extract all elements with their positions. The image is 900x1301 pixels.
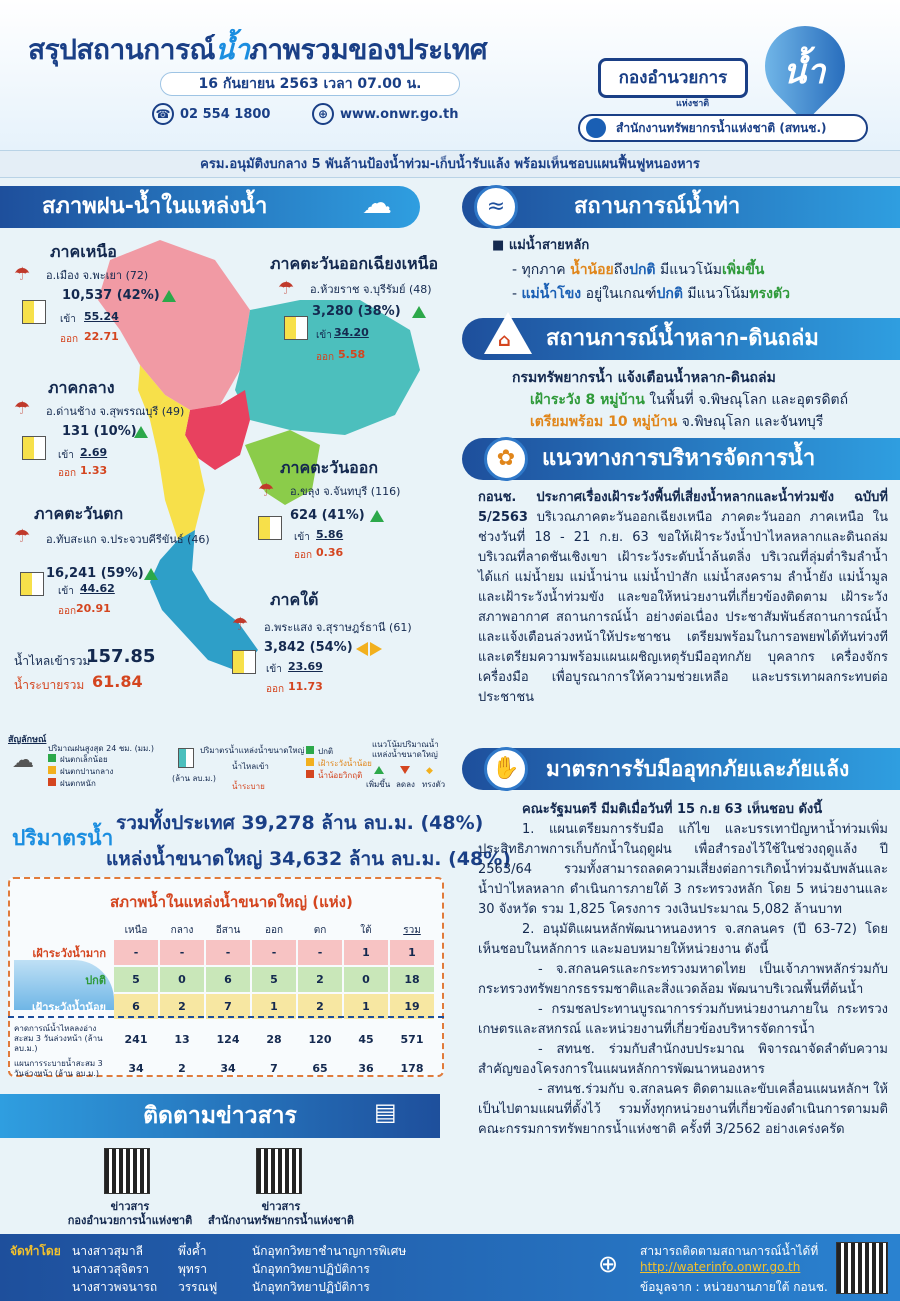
table-cell: 34 xyxy=(128,1062,144,1075)
qr-caption-onwr xyxy=(196,1200,366,1228)
runoff-main-label: แม่น้ำสายหลัก xyxy=(508,238,590,253)
region-west-inflow: 44.62 xyxy=(80,582,115,595)
table-divider xyxy=(8,1016,444,1018)
map-legend xyxy=(8,732,448,800)
inflow-label: เข้า xyxy=(294,532,310,543)
landslide-line-3 xyxy=(530,412,823,432)
phone-contact: ☎ 02 554 1800 xyxy=(152,103,270,125)
table-cell: 5 xyxy=(252,967,296,992)
data-source: ข้อมูลจาก : หน่วยงานภายใต้ กอนช. xyxy=(640,1280,828,1294)
measures-lead: คณะรัฐมนตรี มีมติเมื่อวันที่ 15 ก.ย 63 เห็นชอบ ดังนี้ xyxy=(522,802,823,817)
total-inflow-label: น้ำไหลเข้ารวม xyxy=(14,654,91,668)
region-northeast-inflow: 34.20 xyxy=(334,326,369,339)
legend-dam-unit: (ล้าน ลบ.ม.) xyxy=(172,774,216,783)
website-link[interactable]: ⊕ www.onwr.go.th xyxy=(312,103,458,125)
text: เฝ้าระวัง 8 หมู่บ้าน xyxy=(530,392,645,408)
inflow-label: เข้า xyxy=(58,586,74,597)
qr-code-onwr[interactable] xyxy=(256,1148,302,1194)
footer xyxy=(0,1234,900,1301)
qr-code-waterinfo[interactable] xyxy=(836,1242,888,1294)
trend-up-icon xyxy=(134,426,148,438)
table-cell: 18 xyxy=(390,967,434,992)
capacity-label: ปริมาตรน้ำ xyxy=(12,826,114,850)
table-cell: 34 xyxy=(220,1062,236,1075)
text: เตรียมพร้อม 10 หมู่บ้าน xyxy=(530,414,678,430)
region-south-location: อ.พระแสง จ.สุราษฎร์ธานี (61) xyxy=(264,621,412,634)
region-east-inflow: 5.86 xyxy=(316,528,344,541)
agency-name: สำนักงานทรัพยากรน้ำแห่งชาติ (สทนช.) xyxy=(578,114,868,142)
newspaper-icon: ▤ xyxy=(374,1098,397,1126)
region-central-volume: 131 (10%) xyxy=(62,424,137,439)
trend-up-icon xyxy=(370,510,384,522)
dam-icon xyxy=(258,516,282,540)
text: ปกติ xyxy=(656,286,683,302)
table-row xyxy=(14,1056,434,1081)
table-cell: 28 xyxy=(266,1032,282,1046)
rain-cloud-icon: ☂ xyxy=(258,480,275,501)
measures-item-5: - สทนช. ร่วมกับสำนักงบประมาณ พิจารณาจัดลำดับความสำคัญของโครงการในแผนหลักการพัฒนาหนองหาร xyxy=(478,1042,888,1077)
legend-low: เฝ้าระวังน้ำน้อย xyxy=(318,759,372,768)
outflow-label: ออก xyxy=(316,352,335,363)
legend-rain-icon: ☁ xyxy=(12,748,34,773)
text: จ.พิษณุโลก และจันทบุรี xyxy=(677,414,824,430)
row-label: แผนการระบายน้ำสะสม 3 วันล่วงหน้า (ล้าน ลบ.ม.) xyxy=(14,1058,103,1078)
region-south-inflow: 23.69 xyxy=(288,660,323,673)
text: แม่น้ำโขง xyxy=(521,286,582,302)
table-cell: 0 xyxy=(160,967,204,992)
logo-text: กองอำนวยการ xyxy=(598,58,748,98)
table-cell: 65 xyxy=(312,1062,328,1075)
text: มีแนวโน้ม xyxy=(655,262,722,278)
region-north-location: อ.เมือง จ.พะเยา (72) xyxy=(46,269,149,282)
table-cell: 1 xyxy=(344,994,388,1019)
inflow-label: เข้า xyxy=(316,330,332,341)
runoff-line-1 xyxy=(512,260,764,280)
region-east-location: อ.ขลุง จ.จันทบุรี (116) xyxy=(290,485,401,498)
author-2-role: นักอุทกวิทยาปฏิบัติการ xyxy=(252,1262,370,1276)
region-north-volume: 10,537 (42%) xyxy=(62,288,160,303)
table-cell: 120 xyxy=(308,1032,332,1046)
col-header: รวม xyxy=(403,924,421,936)
page-title: สรุปสถานการณ์น้ำภาพรวมของประเทศ xyxy=(28,33,488,66)
legend-trend-steady: ทรงตัว xyxy=(422,780,446,789)
follow-text: สามารถติดตามสถานการณ์น้ำได้ที่ xyxy=(640,1244,819,1258)
text: น้ำน้อย xyxy=(570,262,614,278)
region-northeast-outflow: 5.58 xyxy=(338,348,366,361)
legend-trend-up: เพิ่มขึ้น xyxy=(366,780,391,789)
wave-icon: ≈ xyxy=(474,185,518,229)
region-east-volume: 624 (41%) xyxy=(290,508,365,523)
trend-up-icon xyxy=(412,306,426,318)
outflow-label: ออก xyxy=(294,550,313,561)
table-cell: 7 xyxy=(270,1062,278,1075)
region-south-title: ภาคใต้ xyxy=(270,590,319,609)
measures-item-1: 1. แผนเตรียมการรับมือ แก้ไข และบรรเทาปัญหาน้ำท่วมเพิ่มประสิทธิภาพการเก็บกักน้ำในฤดูฝน เพื่อสำรองไว้ใช้ในช่วงฤดูแล้ง ปี 2563/64 รวมทั้งสามารถลดความเสี่ยงต่อการเกิดน้ำท่วมฉับพลันและน้ำป่าไหลหลาก ดำเนินการภายใต้ 3 กระทรวงหลัก โดย 5 หน่วยงานและ 30 จังหวัด รวม 1,825 โครงการ วงเงินประมาณ 5,082 ล้านบาท xyxy=(478,822,888,917)
trend-up-icon xyxy=(162,290,176,302)
table-cell: 6 xyxy=(206,967,250,992)
landslide-line-1: กรมทรัพยากรน้ำ แจ้งเตือนน้ำหลาก-ดินถล่ม xyxy=(512,370,776,386)
rain-section-title: สภาพฝน-น้ำในแหล่งน้ำ xyxy=(0,186,420,228)
author-2-surname: พุทรา xyxy=(178,1262,208,1276)
author-1-role: นักอุทกวิทยาชำนาญการพิเศษ xyxy=(252,1244,407,1258)
table-cell: 571 xyxy=(400,1032,424,1046)
measures-item-4: - กรมชลประทานบูรณาการร่วมกับหน่วยงานภายใน กระทรวงเกษตรและสหกรณ์ และหน่วยงานที่เกี่ยวข้องบริหารจัดการน้ำ xyxy=(478,1002,888,1037)
col-header: อีสาน xyxy=(215,924,241,936)
legend-normal-swatch xyxy=(306,746,314,754)
legend-trend-title: แนวโน้มปริมาณน้ำ แหล่งน้ำขนาดใหญ่ xyxy=(372,740,439,759)
outflow-label: ออก xyxy=(60,334,79,345)
table-cell: 124 xyxy=(216,1032,240,1046)
legend-low-swatch xyxy=(306,758,314,766)
text: ถึง xyxy=(613,262,630,278)
phone-icon: ☎ xyxy=(152,103,174,125)
legend-inflow: น้ำไหลเข้า xyxy=(232,762,269,771)
text: เพิ่มขึ้น xyxy=(721,262,765,278)
text: บริเวณภาคตะวันออกเฉียงเหนือ ภาคตะวันออก ภาคเหนือ ในช่วงวันที่ 18 - 21 ก.ย. 63 ขอให้เฝ้าระวังน้ำป่าไหลหลากและดินถล่ม บริเวณที่ลาดชันเชิงเขา เฝ้าระวังระดับน้ำล้นตลิ่ง บริเวณที่ลุ่มต่ำริมลำน้ำ ได้แก่ แม่น้ำยม แม่น้ำน่าน แม่น้ำป่าสัก แม่น้ำสงคราม ลำน้ำยัง แม่น้ำมูล และเฝ้าระวังน้ำท่วมขัง และขอให้หน่วยงานที่เกี่ยวข้องติดตาม เฝ้าระวัง สภาพอากาศ สถานการณ์น้ำ อย่างต่อเนื่อง ประชาสัมพันธ์สถานการณ์น้ำและแจ้งเตือนล่วงหน้าให้ประชาชน เตรียมพร้อมในการอพยพได้ทันท่วงที และเตรียมความพร้อมแผนเผชิญเหตุรับมืออุทกภัย บุคลากร เครื่องจักรเครื่องมือ เพื่อบูรณาการให้ความช่วยเหลือ และบรรเทาผลกระทบต่อประชาชน xyxy=(478,510,888,705)
row-label: เฝ้าระวังน้ำมาก xyxy=(32,946,106,960)
capacity-total: รวมทั้งประเทศ 39,278 ล้าน ลบ.ม. (48%) xyxy=(116,812,484,834)
author-2-name: นางสาวสุจิตรา xyxy=(72,1262,149,1276)
map-northeast xyxy=(235,300,420,435)
total-outflow-value: 61.84 xyxy=(92,672,143,691)
table-cell: 7 xyxy=(206,994,250,1019)
qr-caption-onwc xyxy=(60,1200,200,1228)
text: ทรงตัว xyxy=(749,286,790,302)
author-3-surname: วรรณฟู xyxy=(178,1280,218,1294)
dam-icon xyxy=(22,300,46,324)
table-cell: 45 xyxy=(358,1032,374,1046)
region-north-title: ภาคเหนือ xyxy=(50,242,117,261)
row-label: คาดการณ์น้ำไหลลงอ่างสะสม 3 วันล่วงหน้า (ล้าน ลบ.ม.) xyxy=(14,1024,103,1053)
legend-dam-label: ปริมาตรน้ำแหล่งน้ำขนาดใหญ่ xyxy=(200,746,305,755)
water-management-icon: ✿ xyxy=(484,437,528,481)
region-northeast-volume: 3,280 (38%) xyxy=(312,304,401,319)
reservoir-table-title: สภาพน้ำในแหล่งน้ำขนาดใหญ่ (แห่ง) xyxy=(110,893,353,911)
reservoir-forecast-table xyxy=(12,1022,436,1083)
table-cell: 5 xyxy=(114,967,158,992)
table-cell: - xyxy=(252,940,296,965)
text: ปกติ xyxy=(629,262,656,278)
region-east-title: ภาคตะวันออก xyxy=(280,458,379,477)
handshake-icon: ✋ xyxy=(484,747,528,791)
waterinfo-link[interactable]: http://waterinfo.onwr.go.th xyxy=(640,1260,801,1274)
author-3-role: นักอุทกวิทยาปฏิบัติการ xyxy=(252,1280,370,1294)
legend-outflow: น้ำระบาย xyxy=(232,782,265,791)
trend-steady-icon xyxy=(356,642,382,656)
legend-heavy-rain-swatch xyxy=(48,778,56,786)
globe-icon: ⊕ xyxy=(312,103,334,125)
region-west-volume: 16,241 (59%) xyxy=(46,566,144,581)
legend-moderate-rain-swatch xyxy=(48,766,56,774)
legend-trend-down: ลดลง xyxy=(396,780,415,789)
legend-light-rain-swatch xyxy=(48,754,56,762)
reservoir-status-table xyxy=(12,920,436,1021)
measures-item-6: - สทนช.ร่วมกับ จ.สกลนคร ติดตามและขับเคลื่อนแผนหลักฯ ให้เป็นไปตามแผนที่ตั้งไว้ รวมทั้งทุกหน่วยงานที่เกี่ยวข้องดำเนินการตามมติคณะกรรมการทรัพยากรน้ำแห่งชาติ ครั้งที่ 3/2562 อย่างเคร่งครัด xyxy=(478,1082,888,1137)
qr-caption-line: สำนักงานทรัพยากรน้ำแห่งชาติ xyxy=(208,1214,354,1227)
region-west-outflow: 20.91 xyxy=(76,602,111,615)
table-cell: 2 xyxy=(298,967,342,992)
legend-trend-up-icon xyxy=(374,766,384,774)
table-cell: - xyxy=(114,940,158,965)
table-cell: 1 xyxy=(252,994,296,1019)
region-central-outflow: 1.33 xyxy=(80,464,108,477)
col-header: ตก xyxy=(313,924,327,936)
outflow-label: ออก xyxy=(58,468,77,479)
region-northeast-title: ภาคตะวันออกเฉียงเหนือ xyxy=(270,254,439,273)
inflow-label: เข้า xyxy=(58,450,74,461)
table-cell: 0 xyxy=(344,967,388,992)
row-label: เฝ้าระวังน้ำน้อย xyxy=(31,1000,106,1014)
table-cell: 2 xyxy=(298,994,342,1019)
rain-cloud-icon: ☂ xyxy=(278,278,295,299)
text: อยู่ในเกณฑ์ xyxy=(581,286,657,302)
legend-rain-label: ปริมาณฝนสูงสุด 24 ชม. (มม.) xyxy=(48,744,154,753)
dam-icon xyxy=(284,316,308,340)
col-header: ใต้ xyxy=(360,924,372,936)
measures-title: มาตรการรับมืออุทกภัยและภัยแล้ง xyxy=(546,757,850,781)
header-spacer xyxy=(14,922,112,938)
rain-cloud-icon: ☂ xyxy=(232,614,249,635)
legend-moderate-rain: ฝนตกปานกลาง xyxy=(60,767,114,776)
qr-code-onwc[interactable] xyxy=(104,1148,150,1194)
text: - xyxy=(512,286,522,302)
table-cell: - xyxy=(160,940,204,965)
runoff-main-rivers: ■ แม่น้ำสายหลัก xyxy=(492,238,590,253)
qr-caption-line: ข่าวสาร xyxy=(261,1200,301,1213)
inflow-label: เข้า xyxy=(60,314,76,325)
table-row xyxy=(14,940,434,965)
col-header: กลาง xyxy=(170,924,194,936)
table-row xyxy=(14,967,434,992)
table-cell: 19 xyxy=(390,994,434,1019)
measures-item-3: - จ.สกลนครและกระทรวงมหาดไทย เป็นเจ้าภาพหลักร่วมกับกระทรวงทรัพยากรธรรมชาติและสิ่งแวดล้อม พัฒนาบริเวณพื้นที่ต้นน้ำ xyxy=(478,962,888,997)
text: - ทุกภาค xyxy=(512,262,571,278)
table-cell: 2 xyxy=(160,994,204,1019)
table-cell: 1 xyxy=(390,940,434,965)
region-northeast-location: อ.ห้วยราช จ.บุรีรัมย์ (48) xyxy=(310,283,432,296)
landslide-title: สถานการณ์น้ำหลาก-ดินถล่ม xyxy=(546,326,819,351)
table-cell: 6 xyxy=(114,994,158,1019)
trend-up-icon xyxy=(144,568,158,580)
qr-caption-line: กองอำนวยการน้ำแห่งชาติ xyxy=(67,1214,193,1227)
text: ในพื้นที่ จ.พิษณุโลก และอุตรดิตถ์ xyxy=(644,392,849,408)
logo-subtext: แห่งชาติ xyxy=(676,99,710,109)
region-central-title: ภาคกลาง xyxy=(48,378,115,397)
inflow-label: เข้า xyxy=(266,664,282,675)
row-label: ปกติ xyxy=(85,973,106,987)
dam-icon xyxy=(22,436,46,460)
runoff-line-2 xyxy=(512,284,790,304)
rain-cloud-icon: ☂ xyxy=(14,264,31,285)
table-cell: 241 xyxy=(124,1032,148,1046)
region-central-location: อ.ด่านช้าง จ.สุพรรณบุรี (49) xyxy=(46,405,185,418)
table-cell: - xyxy=(206,940,250,965)
text: กอนช. ประกาศเรื่องเฝ้าระวังพื้นที่เสี่ยงน้ำหลากและน้ำท่วมขัง ฉบับที่ 5/2563 xyxy=(478,490,888,525)
legend-normal: ปกติ xyxy=(318,747,334,756)
outflow-label: ออก xyxy=(266,684,285,695)
qr-caption-line: ข่าวสาร xyxy=(110,1200,150,1213)
guideline-title: แนวทางการบริหารจัดการน้ำ xyxy=(542,446,816,471)
outflow-label: ออก xyxy=(58,606,77,617)
region-south-volume: 3,842 (54%) xyxy=(264,640,353,655)
author-1-name: นางสาวสุมาลี xyxy=(72,1244,143,1258)
region-south-outflow: 11.73 xyxy=(288,680,323,693)
rain-cloud-icon: ☂ xyxy=(14,398,31,419)
measures-item-2: 2. อนุมัติแผนหลักพัฒนาหนองหาร จ.สกลนคร (ปี 63-72) โดยเห็นชอบในหลักการ และมอบหมายให้หน่วยงาน ดังนี้ xyxy=(478,922,888,957)
measures-body xyxy=(478,800,888,1140)
table-cell: 2 xyxy=(178,1062,186,1075)
capacity-large-reservoirs: แหล่งน้ำขนาดใหญ่ 34,632 ล้าน ลบ.ม. (48%) xyxy=(106,848,511,870)
region-east-outflow: 0.36 xyxy=(316,546,344,559)
table-row xyxy=(14,1024,434,1054)
table-cell: 36 xyxy=(358,1062,374,1075)
legend-critical-swatch xyxy=(306,770,314,778)
legend-trend-steady-icon: ◆ xyxy=(426,766,433,776)
region-west-location: อ.ทับสะแก จ.ประจวบคีรีขันธ์ (46) xyxy=(46,533,210,546)
col-header: ออก xyxy=(264,924,284,936)
headline: ครม.อนุมัติงบกลาง 5 พันล้านป้องน้ำท่วม-เก็บน้ำรับแล้ง พร้อมเห็นชอบแผนฟื้นฟูหนองหาร xyxy=(0,150,900,178)
legend-critical: น้ำน้อยวิกฤติ xyxy=(318,771,363,780)
legend-heavy-rain: ฝนตกหนัก xyxy=(60,779,96,788)
rain-cloud-icon: ☂ xyxy=(14,526,31,547)
text: มีแนวโน้ม xyxy=(682,286,750,302)
col-header: เหนือ xyxy=(124,924,148,936)
region-west-title: ภาคตะวันตก xyxy=(34,504,124,523)
prepared-by-label: จัดทำโดย xyxy=(10,1244,61,1258)
author-1-surname: พึ่งค้ำ xyxy=(178,1244,207,1258)
region-central-inflow: 2.69 xyxy=(80,446,108,459)
legend-dam-icon xyxy=(178,748,194,768)
logo-water-text: น้ำ xyxy=(783,52,826,92)
weather-cloud-icon: ☁ xyxy=(362,186,392,221)
dam-icon xyxy=(20,572,44,596)
dam-icon xyxy=(232,650,256,674)
total-inflow-value: 157.85 xyxy=(86,646,156,667)
table-cell: 1 xyxy=(344,940,388,965)
runoff-title: สถานการณ์น้ำท่า xyxy=(574,194,741,219)
table-cell: - xyxy=(298,940,342,965)
report-date: 16 กันยายน 2563 เวลา 07.00 น. xyxy=(160,72,460,96)
table-cell: 178 xyxy=(400,1062,424,1075)
legend-trend-down-icon xyxy=(400,766,410,774)
follow-news-title: ติดตามข่าวสาร xyxy=(0,1094,440,1138)
guideline-body xyxy=(478,488,888,708)
globe-icon: ⊕ xyxy=(598,1250,619,1278)
region-north-outflow: 22.71 xyxy=(84,330,119,343)
region-north-inflow: 55.24 xyxy=(84,310,119,323)
total-outflow-label: น้ำระบายรวม xyxy=(14,678,85,692)
landslide-line-2 xyxy=(530,390,848,410)
agency-emblem-icon xyxy=(586,118,606,138)
table-cell: 13 xyxy=(174,1032,190,1046)
warning-mark: ⌂ xyxy=(498,330,511,351)
legend-title: สัญลักษณ์ xyxy=(8,735,47,745)
author-3-name: นางสาวพจนารถ xyxy=(72,1280,158,1294)
legend-light-rain: ฝนตกเล็กน้อย xyxy=(60,755,108,764)
